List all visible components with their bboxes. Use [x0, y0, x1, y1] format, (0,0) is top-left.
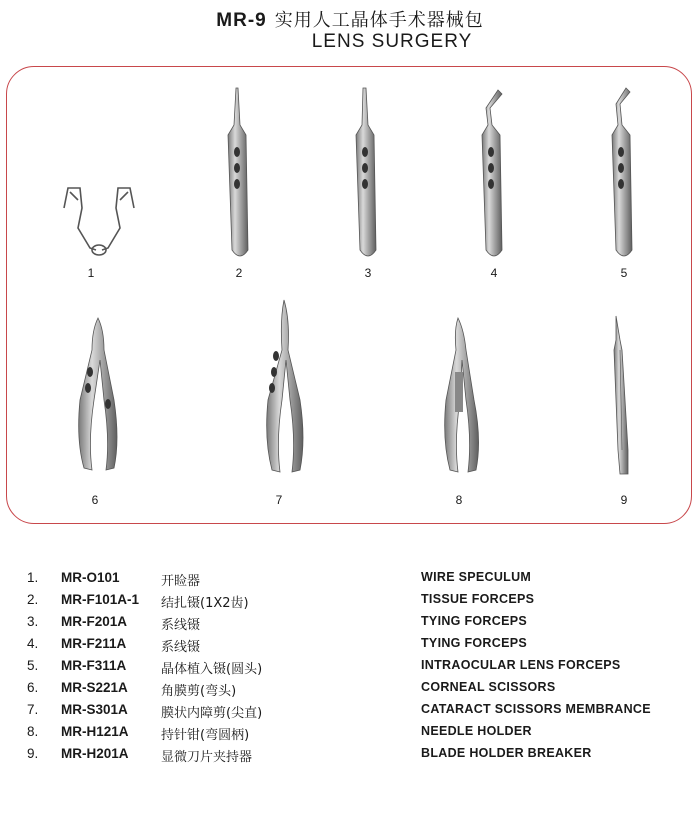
- list-item: [0, 724, 700, 746]
- item-number: 9.: [27, 746, 39, 761]
- item-name-en: INTRAOCULAR LENS FORCEPS: [421, 658, 621, 672]
- item-name-en: TYING FORCEPS: [421, 636, 527, 650]
- list-item: [0, 614, 700, 636]
- figure-number: 3: [364, 266, 372, 280]
- tying-forceps-angled-illustration: [482, 90, 502, 256]
- list-item: [0, 680, 700, 702]
- item-name-cn: 显微刀片夹持器: [161, 750, 253, 765]
- list-item: [0, 592, 700, 614]
- title-english: LENS SURGERY: [311, 31, 473, 52]
- item-code: MR-F101A-1: [61, 592, 140, 607]
- item-code: MR-O101: [61, 570, 120, 585]
- tying-forceps-illustration: [356, 88, 376, 256]
- item-number: 1.: [27, 570, 39, 585]
- figure-number: 5: [620, 266, 628, 280]
- cataract-scissors-illustration: [267, 300, 303, 472]
- figure-number: 6: [91, 493, 99, 507]
- item-code: MR-H201A: [61, 746, 129, 761]
- tissue-forceps-illustration: [228, 88, 248, 256]
- item-name-cn: 系线镊: [161, 618, 201, 633]
- item-name-en: NEEDLE HOLDER: [421, 724, 532, 738]
- title-chinese: 实用人工晶体手术器械包: [274, 10, 484, 31]
- item-code: MR-F211A: [61, 636, 127, 651]
- figure-number: 2: [235, 266, 243, 280]
- item-name-en: TISSUE FORCEPS: [421, 592, 535, 606]
- item-number: 6.: [27, 680, 39, 695]
- item-name-cn: 系线镊: [161, 640, 201, 655]
- list-item: [0, 658, 700, 680]
- item-code: MR-F201A: [61, 614, 128, 629]
- item-number: 7.: [27, 702, 39, 717]
- figure-number: 7: [275, 493, 283, 507]
- item-name-en: BLADE HOLDER BREAKER: [421, 746, 592, 760]
- item-name-en: WIRE SPECULUM: [421, 570, 532, 584]
- item-name-cn: 膜状内障剪(尖直): [161, 706, 263, 721]
- list-item: [0, 702, 700, 724]
- item-number: 2.: [27, 592, 39, 607]
- list-item: [0, 570, 700, 592]
- item-code: MR-S221A: [61, 680, 128, 695]
- figure-number: 8: [455, 493, 463, 507]
- list-item: [0, 636, 700, 658]
- lens-forceps-illustration: [612, 88, 632, 256]
- item-number: 5.: [27, 658, 39, 673]
- item-name-en: CATARACT SCISSORS MEMBRANCE: [421, 702, 651, 716]
- blade-holder-illustration: [614, 316, 628, 474]
- model-code: MR-9: [216, 10, 267, 31]
- item-number: 8.: [27, 724, 39, 739]
- figure-number: 9: [620, 493, 628, 507]
- item-name-en: TYING FORCEPS: [421, 614, 527, 628]
- needle-holder-illustration: [445, 318, 479, 472]
- list-item: [0, 746, 700, 768]
- item-number: 3.: [27, 614, 39, 629]
- figure-number: 4: [490, 266, 498, 280]
- item-name-cn: 结扎镊(1X2齿): [161, 596, 249, 611]
- item-name-cn: 开睑器: [161, 574, 201, 589]
- item-code: MR-H121A: [61, 724, 129, 739]
- wire-speculum-illustration: [64, 188, 134, 255]
- figure-number: 1: [87, 266, 95, 280]
- item-code: MR-F311A: [61, 658, 127, 673]
- item-name-cn: 角膜剪(弯头): [161, 684, 237, 699]
- item-name-en: CORNEAL SCISSORS: [421, 680, 556, 694]
- item-number: 4.: [27, 636, 39, 651]
- corneal-scissors-illustration: [79, 318, 117, 470]
- item-name-cn: 晶体植入镊(圆头): [161, 662, 263, 677]
- item-name-cn: 持针钳(弯圆柄): [161, 728, 250, 743]
- item-code: MR-S301A: [61, 702, 128, 717]
